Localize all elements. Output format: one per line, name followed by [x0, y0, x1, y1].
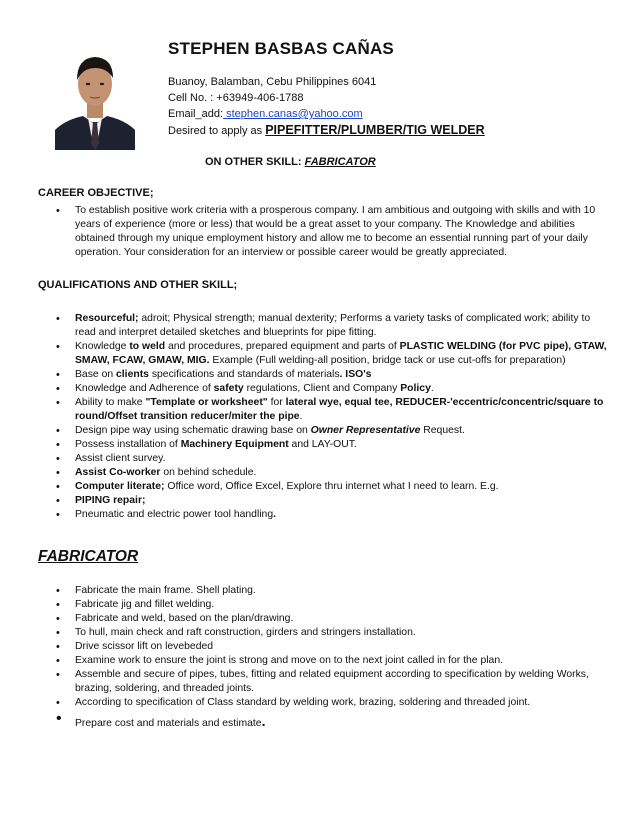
list-item: • Pneumatic and electric power tool handling. — [53, 508, 608, 522]
list-item: • Possess installation of Machinery Equipment and LAY-OUT. — [53, 438, 608, 452]
list-item: • Base on clients specifications and standards of materials. ISO's — [53, 368, 608, 382]
list-item: • Drive scissor lift on levebeded — [53, 640, 608, 654]
full-name: STEPHEN BASBAS CAÑAS — [168, 39, 394, 58]
desired-label: Desired to apply as — [168, 125, 266, 137]
email-label: Email_add: — [168, 108, 224, 120]
other-skill-value: FABRICATOR — [304, 156, 376, 168]
address: Buanoy, Balamban, Cebu Philippines 6041 — [168, 76, 377, 88]
list-item: • Assist Co-worker on behind schedule. — [53, 466, 608, 480]
qualifications-list — [53, 312, 608, 522]
list-item: • Fabricate the main frame. Shell plating. — [53, 584, 608, 598]
email-line — [168, 106, 608, 122]
list-item: • Fabricate and weld, based on the plan/drawing. — [53, 612, 608, 626]
career-objective-list — [53, 204, 608, 260]
cell-number: Cell No. : +63949-406-1788 — [168, 92, 304, 104]
desired-position-line — [168, 122, 608, 139]
list-item: • Examine work to ensure the joint is strong and move on to the next joint called in for the plan. — [53, 654, 608, 668]
list-item: • Assemble and secure of pipes, tubes, fitting and related equipment according to specification by welding Works, brazing, soldering, and threaded joints. — [53, 668, 608, 696]
list-item: • PIPING repair; — [53, 494, 608, 508]
other-skill-line — [205, 156, 376, 168]
list-item: • To hull, main check and raft construction, girders and stringers installation. — [53, 626, 608, 640]
fabricator-heading: FABRICATOR — [38, 548, 139, 565]
fabricator-list — [53, 584, 608, 731]
list-item: • Knowledge to weld and procedures, prepared equipment and parts of PLASTIC WELDING (for PVC pipe), GTAW, SMAW, FCAW, GMAW, MIG. Example (Full welding-all position, bridge tack or use cut-offs for preparation) — [53, 340, 608, 368]
other-skill-label: ON OTHER SKILL: — [205, 156, 305, 168]
career-objective-heading: CAREER OBJECTIVE; — [38, 187, 154, 199]
email-link[interactable]: stephen.canas@yahoo.com — [223, 108, 363, 120]
qualifications-heading: QUALIFICATIONS AND OTHER SKILL; — [38, 279, 238, 291]
list-item: • Ability to make "Template or worksheet" for lateral wye, equal tee, REDUCER-'eccentric/concentric/square to round/Offset transition reducer/miter the pipe. — [53, 396, 608, 424]
list-item: • Fabricate jig and fillet welding. — [53, 598, 608, 612]
list-item: • Knowledge and Adherence of safety regulations, Client and Company Policy. — [53, 382, 608, 396]
list-item: • Computer literate; Office word, Office Excel, Explore thru internet what I need to learn. E.g. — [53, 480, 608, 494]
list-item: • According to specification of Class standard by welding work, brazing, soldering and threaded joint. — [53, 696, 608, 710]
career-objective-text: • To establish positive work criteria with a prosperous company. I am ambitious and outgoing with skills and with 10 years of experience (more or less) that would be a great asset to your company. The Knowledge and abilities obtained through my unique employment history and allow me to become an essential running part of your daily operation. Your consideration for an interview or possible career would be greatly appreciated. — [53, 204, 608, 260]
list-item: • Resourceful; adroit; Physical strength; manual dexterity; Performs a variety tasks of complicated work; ability to read and interpret detailed sketches and blueprints for pipe fitting. — [53, 312, 608, 340]
list-item: • Assist client survey. — [53, 452, 608, 466]
list-item: • Design pipe way using schematic drawing base on Owner Representative Request. — [53, 424, 608, 438]
profile-photo — [55, 40, 135, 150]
contact-header — [168, 38, 608, 139]
list-item: • Prepare cost and materials and estimate. — [53, 714, 608, 731]
desired-position: PIPEFITTER/PLUMBER/TIG WELDER — [265, 123, 485, 137]
